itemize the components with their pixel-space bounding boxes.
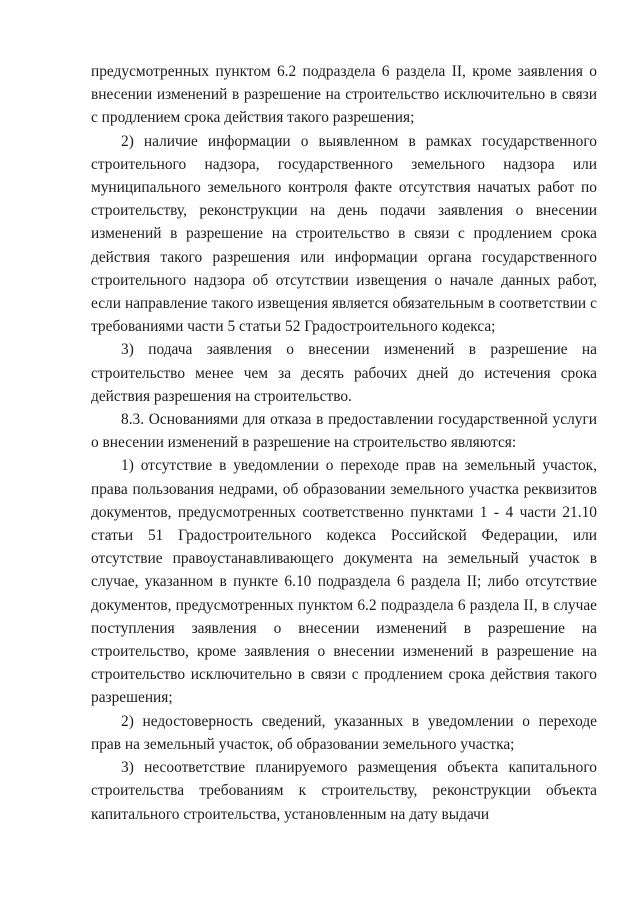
paragraph-section-8-3: 8.3. Основаниями для отказа в предоставлении государственной услуги о внесении изменений в разрешение на строительство являются: xyxy=(91,411,597,452)
paragraph-8-3-item-1: 1) отсутствие в уведомлении о переходе прав на земельный участок, права пользования недрами, об образовании земельного участка реквизитов документов, предусмотренных соответственно пунктами 1 - 4 части 21.10 статьи 51 Градостроительного кодекса Российской Федерации, или отсутствие правоустанавливающего документа на земельный участок в случае, указанном в пункте 6.10 подраздела 6 раздела II; либо отсутствие документов, предусмотренных пунктом 6.2 подраздела 6 раздела II, в случае поступления заявления о внесении изменений в разрешение на строительство, кроме заявления о внесении изменений в разрешение на строительство исключительно в связи с продлением срока действия такого разрешения; xyxy=(91,457,597,707)
paragraph-8-3-item-3: 3) несоответствие планируемого размещения объекта капитального строительства требованиям к строительству, реконструкции объекта капитального строительства, установленным на дату выдачи xyxy=(91,759,597,823)
paragraph-8-3-item-2: 2) недостоверность сведений, указанных в уведомлении о переходе прав на земельный участок, об образовании земельного участка; xyxy=(91,712,597,753)
document-page xyxy=(91,60,597,826)
paragraph-continuation: предусмотренных пунктом 6.2 подраздела 6 раздела II, кроме заявления о внесении изменений в разрешение на строительство исключительно в связи с продлением срока действия такого разрешения; xyxy=(91,63,597,127)
paragraph-item-2: 2) наличие информации о выявленном в рамках государственного строительного надзора, государственного земельного надзора или муниципального земельного контроля факте отсутствия начатых работ по строительству, реконструкции на день подачи заявления о внесении изменений в разрешение на строительство в связи с продлением срока действия такого разрешения или информации органа государственного строительного надзора об отсутствии извещения о начале данных работ, если направление такого извещения является обязательным в соответствии с требованиями части 5 статьи 52 Градостроительного кодекса; xyxy=(91,132,597,336)
paragraph-item-3: 3) подача заявления о внесении изменений в разрешение на строительство менее чем за десять рабочих дней до истечения срока действия разрешения на строительство. xyxy=(91,341,597,405)
